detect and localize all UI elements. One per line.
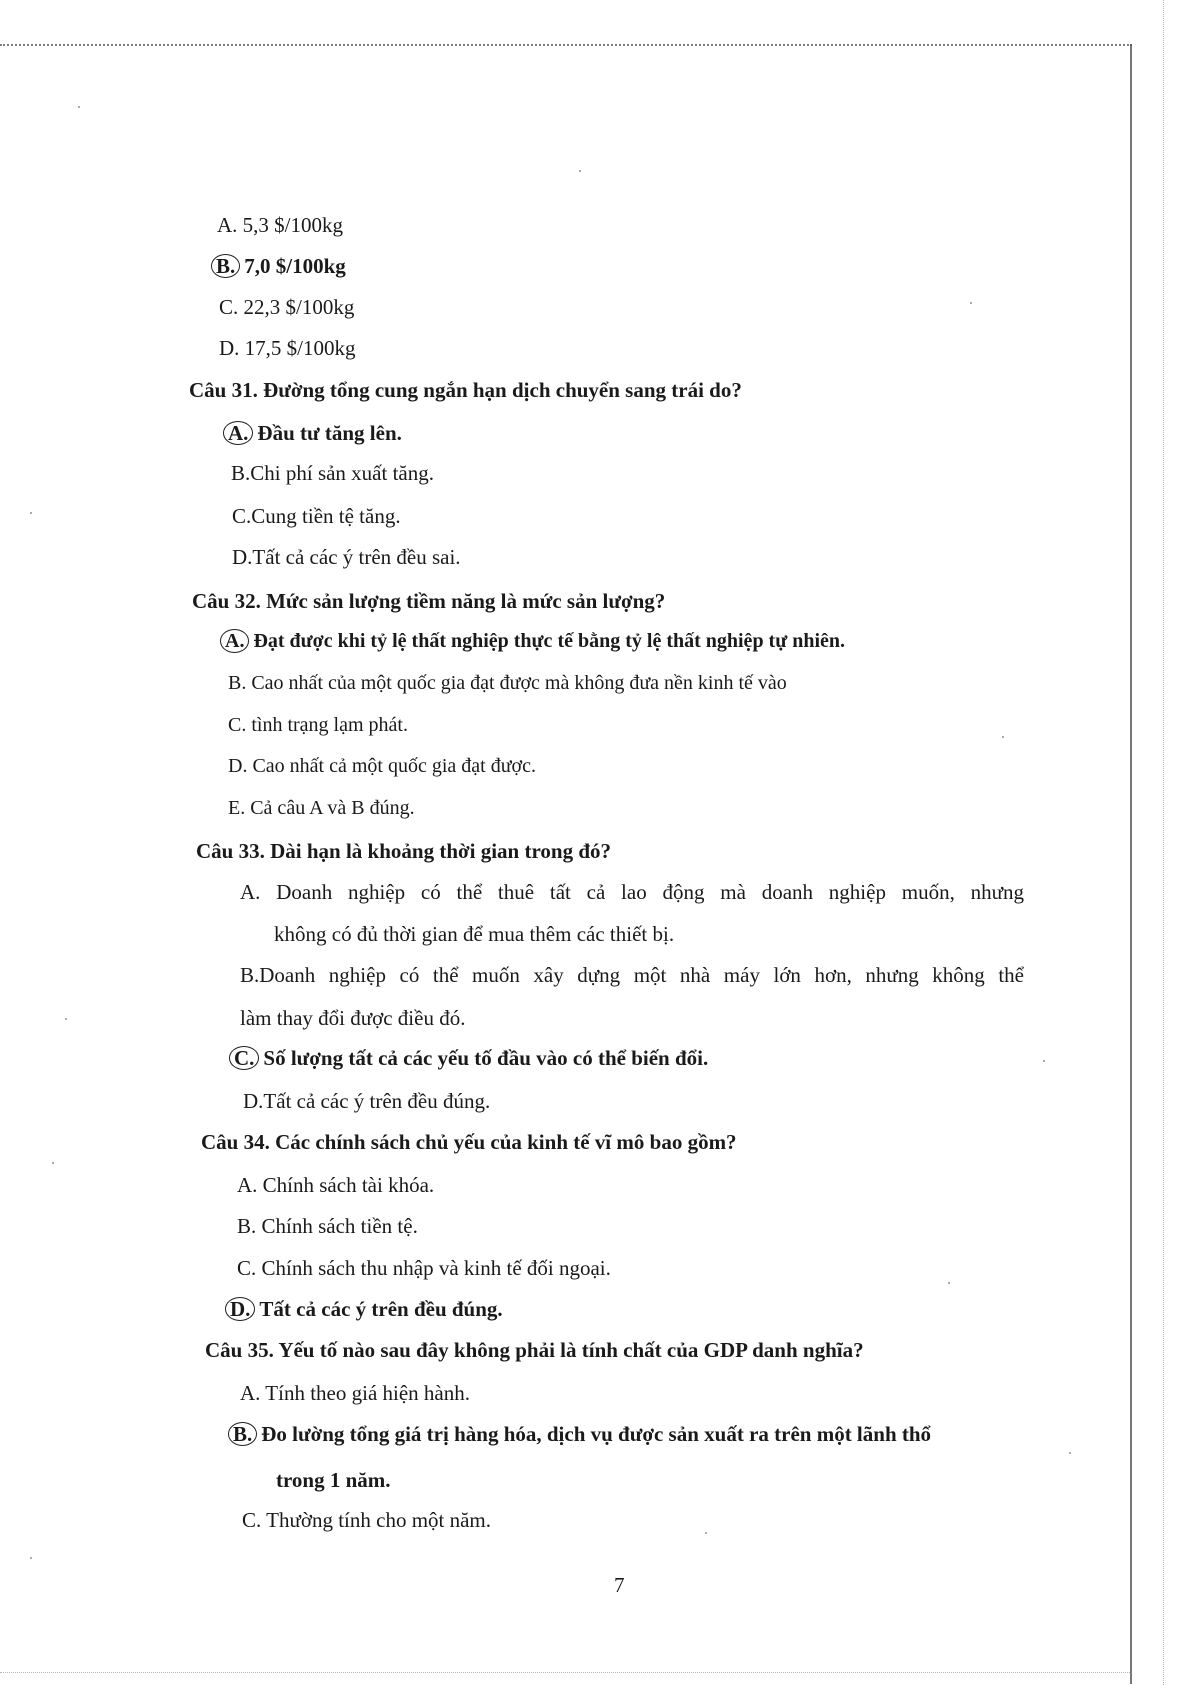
q35-option-c: C. Thường tính cho một năm. [242, 1508, 492, 1532]
scan-speck [970, 302, 972, 304]
scan-speck [30, 1557, 32, 1559]
answer-circle-mark: A. [223, 421, 253, 445]
q31-option-c: C.Cung tiền tệ tăng. [232, 504, 401, 528]
scan-speck [1069, 1452, 1071, 1454]
answer-circle-mark: B. [228, 1422, 257, 1446]
scan-speck [65, 1018, 67, 1020]
scan-border-bottom [0, 1672, 1132, 1673]
q32-option-d: D. Cao nhất cả một quốc gia đạt được. [228, 755, 537, 777]
question-35-title: Câu 35. Yếu tố nào sau đây không phải là tính chất của GDP danh nghĩa? [205, 1338, 864, 1362]
q34-option-b: B. Chính sách tiền tệ. [237, 1214, 418, 1238]
answer-circle-mark: B. [211, 254, 240, 278]
answer-circle-mark: A. [220, 629, 249, 653]
scan-speck [30, 512, 32, 514]
q35-option-a: A. Tính theo giá hiện hành. [240, 1381, 470, 1405]
q33-option-b: B.Doanh nghiệp có thể muốn xây dựng một nhà máy lớn hơn, nhưng không thể [240, 963, 1024, 987]
question-31-title: Câu 31. Đường tổng cung ngắn hạn dịch chuyển sang trái do? [189, 378, 742, 402]
scan-speck [705, 1532, 707, 1534]
question-32-title: Câu 32. Mức sản lượng tiềm năng là mức sản lượng? [192, 589, 666, 613]
prev-option-b-correct: B. 7,0 $/100kg [217, 253, 346, 279]
prev-option-a: A. 5,3 $/100kg [217, 213, 344, 237]
q33-option-c-correct: C. Số lượng tất cả các yếu tố đầu vào có thể biến đổi. [235, 1045, 708, 1071]
q33-option-a: A. Doanh nghiệp có thể thuê tất cả lao động mà doanh nghiệp muốn, nhưng [240, 880, 1024, 904]
scan-border-right [1130, 44, 1132, 1684]
scan-speck [78, 106, 80, 108]
q34-option-c: C. Chính sách thu nhập và kinh tế đối ngoại. [237, 1256, 611, 1280]
question-33-title: Câu 33. Dài hạn là khoảng thời gian trong đó? [196, 839, 612, 863]
scan-border-right-outer [1163, 0, 1164, 1685]
answer-circle-mark: D. [225, 1297, 255, 1321]
q31-option-d: D.Tất cả các ý trên đều sai. [232, 545, 461, 569]
q34-option-d-correct: D. Tất cả các ý trên đều đúng. [231, 1296, 503, 1322]
q32-option-e: E. Cả câu A và B đúng. [228, 797, 415, 819]
q32-option-b: B. Cao nhất của một quốc gia đạt được mà không đưa nền kinh tế vào [228, 672, 787, 694]
q31-option-a-correct: A. Đầu tư tăng lên. [229, 420, 402, 446]
q33-option-a-continuation: không có đủ thời gian để mua thêm các thiết bị. [274, 922, 675, 946]
scan-speck [52, 1162, 54, 1164]
scan-speck [1002, 736, 1004, 738]
scan-border-top [0, 44, 1132, 46]
scan-speck [579, 170, 581, 172]
prev-option-c: C. 22,3 $/100kg [219, 295, 355, 319]
q35-option-b-continuation: trong 1 năm. [276, 1468, 391, 1492]
q34-option-a: A. Chính sách tài khóa. [237, 1173, 435, 1197]
q32-option-a-correct: A. Đạt được khi tỷ lệ thất nghiệp thực tế bằng tỷ lệ thất nghiệp tự nhiên. [226, 628, 845, 654]
prev-option-d: D. 17,5 $/100kg [219, 336, 356, 360]
answer-circle-mark: C. [229, 1046, 259, 1070]
q32-option-c: C. tình trạng lạm phát. [228, 714, 408, 736]
q33-option-d: D.Tất cả các ý trên đều đúng. [243, 1089, 491, 1113]
q35-option-b-correct: B. Đo lường tổng giá trị hàng hóa, dịch vụ được sản xuất ra trên một lãnh thổ [234, 1421, 931, 1447]
q33-option-b-continuation: làm thay đổi được điều đó. [240, 1006, 466, 1030]
scan-speck [948, 1282, 950, 1284]
page-number: 7 [614, 1573, 625, 1597]
q31-option-b: B.Chi phí sản xuất tăng. [231, 461, 434, 485]
scan-speck [1043, 1060, 1045, 1062]
question-34-title: Câu 34. Các chính sách chủ yếu của kinh tế vĩ mô bao gồm? [201, 1130, 737, 1154]
